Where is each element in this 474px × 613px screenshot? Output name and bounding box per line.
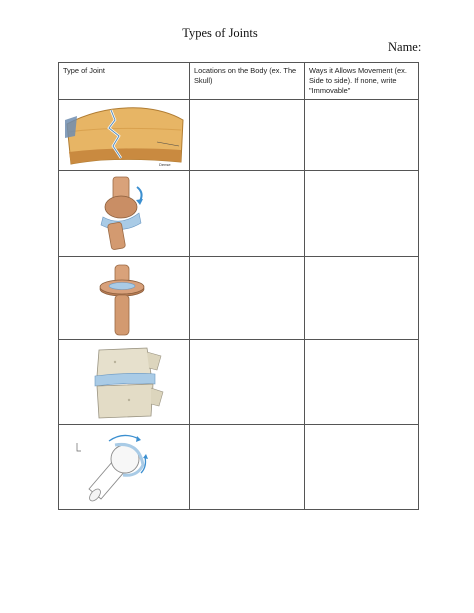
table-row	[59, 171, 419, 257]
fibrous-suture-joint-illustration	[61, 102, 187, 168]
header-locations: Locations on the Body (ex. The Skull)	[190, 63, 305, 100]
location-cell[interactable]	[190, 100, 305, 171]
table-header-row	[59, 63, 419, 100]
table-row	[59, 100, 419, 171]
joints-worksheet-table	[58, 62, 419, 510]
table-row	[59, 340, 419, 425]
movement-cell[interactable]	[305, 100, 419, 171]
joint-image-cell	[59, 425, 190, 510]
movement-cell[interactable]	[305, 425, 419, 510]
hinge-joint-illustration	[83, 173, 163, 253]
movement-cell[interactable]	[305, 257, 419, 340]
header-type-of-joint: Type of Joint	[59, 63, 190, 100]
header-movement: Ways it Allows Movement (ex. Side to side). If none, write "Immovable"	[305, 63, 419, 100]
cartilaginous-vertebra-joint-illustration	[85, 344, 165, 422]
name-label: Name:	[388, 40, 422, 54]
svg-text:Dense: Dense	[159, 162, 171, 167]
location-cell[interactable]	[190, 425, 305, 510]
joint-image-cell	[59, 100, 190, 171]
location-cell[interactable]	[190, 171, 305, 257]
table-row	[59, 257, 419, 340]
pivot-joint-illustration	[93, 261, 153, 339]
location-cell[interactable]	[190, 340, 305, 425]
location-cell[interactable]	[190, 257, 305, 340]
ball-and-socket-joint-illustration	[73, 427, 169, 507]
joint-image-cell	[59, 257, 190, 340]
joint-image-cell	[59, 340, 190, 425]
page-title: Types of Joints	[182, 26, 258, 40]
table-row	[59, 425, 419, 510]
joint-image-cell	[59, 171, 190, 257]
movement-cell[interactable]	[305, 340, 419, 425]
movement-cell[interactable]	[305, 171, 419, 257]
